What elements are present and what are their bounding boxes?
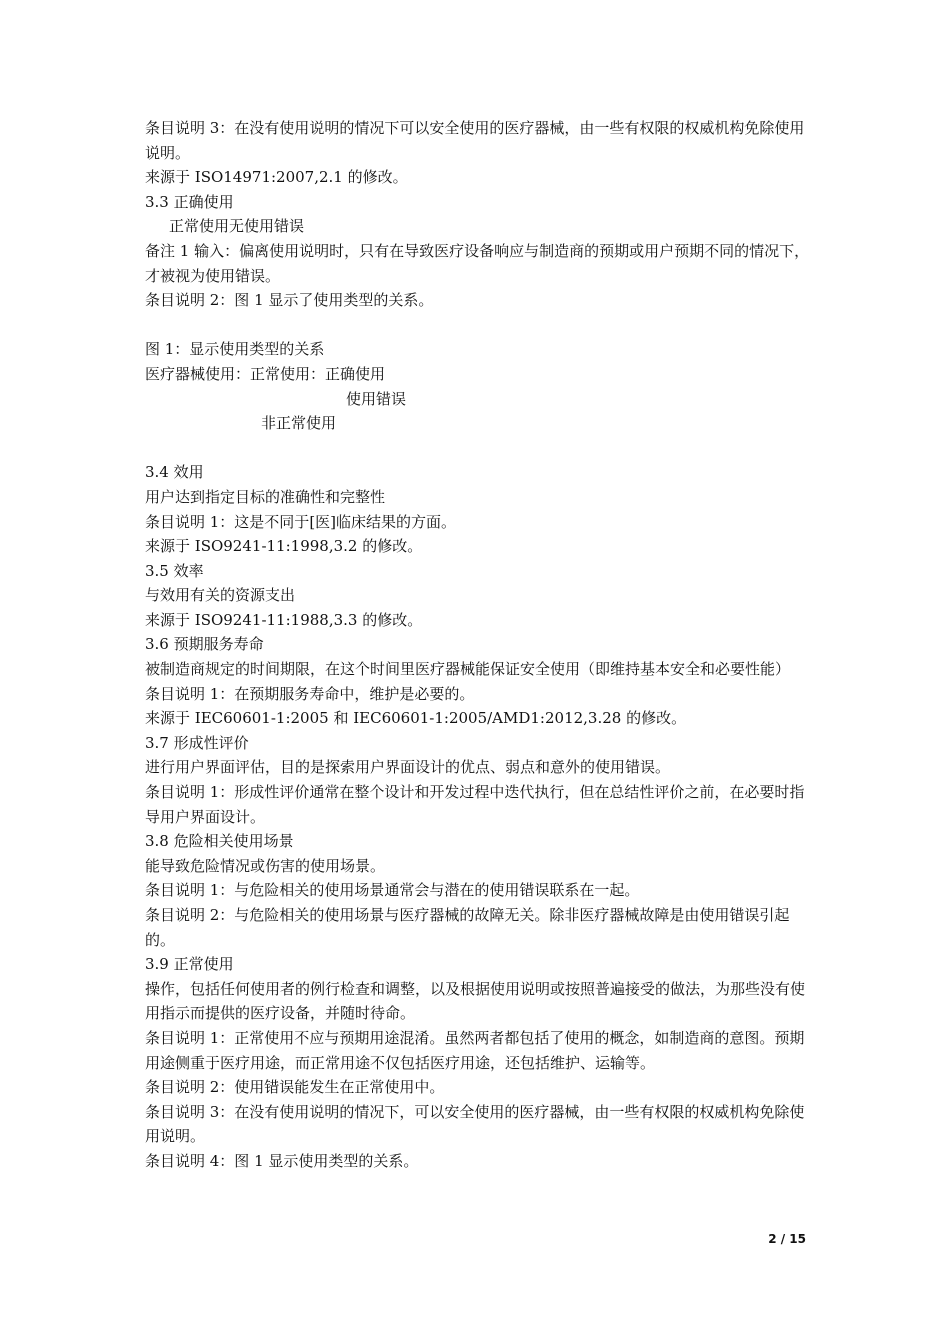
section-heading-3-3: 3.3 正确使用 <box>145 192 234 211</box>
section-heading-3-4: 3.4 效用 <box>145 463 204 482</box>
figure-row-abnormal-use: 非正常使用 <box>261 414 337 433</box>
note-1: 条目说明 1：这是不同于[医]临床结果的方面。 <box>145 512 457 531</box>
section-heading-3-6: 3.6 预期服务寿命 <box>145 635 264 654</box>
figure-caption: 图 1：显示使用类型的关系 <box>145 340 325 359</box>
document-body <box>145 116 810 1174</box>
figure-row-usage: 医疗器械使用：正常使用：正确使用 <box>145 364 386 383</box>
page-number: 2 / 15 <box>768 1232 806 1246</box>
definition-text: 正常使用无使用错误 <box>169 217 305 236</box>
blank-line <box>145 436 810 461</box>
note-2: 条目说明 2：图 1 显示了使用类型的关系。 <box>145 291 434 310</box>
section-heading-3-9: 3.9 正常使用 <box>145 955 234 974</box>
note-2: 条目说明 2：使用错误能发生在正常使用中。 <box>145 1078 445 1097</box>
note-3: 条目说明 3：在没有使用说明的情况下可以安全使用的医疗器械，由一些有权限的权威机构免除使用说明。 <box>145 119 805 162</box>
blank-line <box>145 313 810 338</box>
note-1: 条目说明 1：在预期服务寿命中，维护是必要的。 <box>145 684 475 703</box>
source-line: 来源于 IEC60601-1:2005 和 IEC60601-1:2005/AMD1:2012,3.28 的修改。 <box>145 709 687 728</box>
source-line: 来源于 ISO9241-11:1988,3.3 的修改。 <box>145 610 423 629</box>
note-4: 条目说明 4：图 1 显示使用类型的关系。 <box>145 1151 419 1170</box>
definition-text: 被制造商规定的时间期限，在这个时间里医疗器械能保证安全使用（即维持基本安全和必要性能） <box>145 660 791 679</box>
note-1: 备注 1 输入：偏离使用说明时，只有在导致医疗设备响应与制造商的预期或用户预期不同的情况下，才被视为使用错误。 <box>145 241 810 285</box>
section-heading-3-5: 3.5 效率 <box>145 561 204 580</box>
definition-text: 进行用户界面评估，目的是探索用户界面设计的优点、弱点和意外的使用错误。 <box>145 758 671 777</box>
definition-text: 能导致危险情况或伤害的使用场景。 <box>145 856 386 875</box>
definition-text: 与效用有关的资源支出 <box>145 586 296 605</box>
source-line: 来源于 ISO9241-11:1998,3.2 的修改。 <box>145 537 423 556</box>
note-1: 条目说明 1：正常使用不应与预期用途混淆。虽然两者都包括了使用的概念，如制造商的意图。预期用途侧重于医疗用途，而正常用途不仅包括医疗用途，还包括维护、运输等。 <box>145 1028 805 1072</box>
definition-text: 操作，包括任何使用者的例行检查和调整，以及根据使用说明或按照普遍接受的做法，为那些没有使用指示而提供的医疗设备，并随时待命。 <box>145 979 806 1023</box>
note-1: 条目说明 1：与危险相关的使用场景通常会与潜在的使用错误联系在一起。 <box>145 881 640 900</box>
figure-row-use-error: 使用错误 <box>346 389 407 408</box>
note-1: 条目说明 1：形成性评价通常在整个设计和开发过程中迭代执行，但在总结性评价之前，在必要时指导用户界面设计。 <box>145 783 805 826</box>
section-heading-3-7: 3.7 形成性评价 <box>145 733 249 752</box>
section-heading-3-8: 3.8 危险相关使用场景 <box>145 832 294 851</box>
definition-text: 用户达到指定目标的准确性和完整性 <box>145 487 386 506</box>
note-3: 条目说明 3：在没有使用说明的情况下，可以安全使用的医疗器械，由一些有权限的权威机构免除使用说明。 <box>145 1102 805 1146</box>
note-2: 条目说明 2：与危险相关的使用场景与医疗器械的故障无关。除非医疗器械故障是由使用错误引起的。 <box>145 906 790 949</box>
source-line: 来源于 ISO14971:2007,2.1 的修改。 <box>145 168 408 187</box>
